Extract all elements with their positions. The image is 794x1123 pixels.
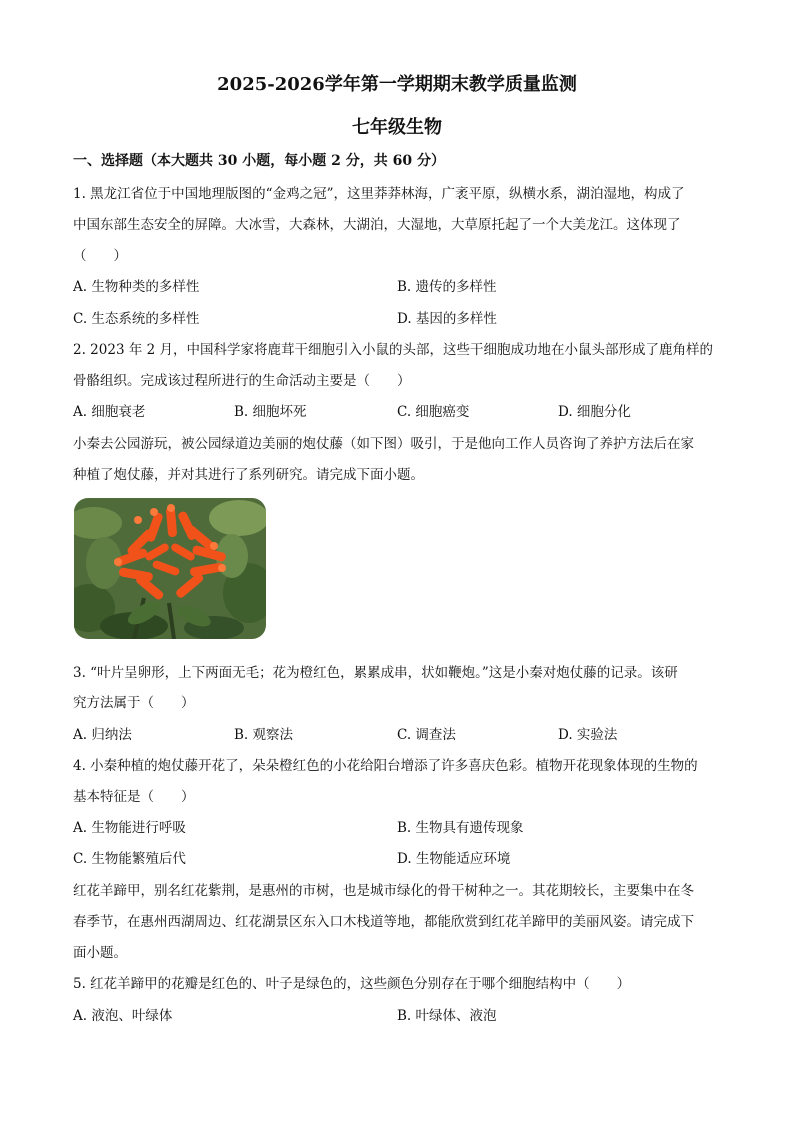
q1-option-b: B. 遗传的多样性 bbox=[397, 279, 497, 295]
q4-option-b: B. 生物具有遗传现象 bbox=[397, 820, 524, 836]
section-heading: 一、选择题（本大题共 30 小题，每小题 2 分，共 60 分） bbox=[73, 153, 445, 169]
q3-option-a: A. 归纳法 bbox=[73, 727, 132, 743]
q3-option-c: C. 调查法 bbox=[397, 727, 456, 743]
q4-option-a: A. 生物能进行呼吸 bbox=[73, 820, 186, 836]
q1-line2: 中国东部生态安全的屏障。大冰雪，大森林，大湖泊，大湿地，大草原托起了一个大美龙江。这体现了 bbox=[73, 217, 681, 233]
passage1-line1: 小秦去公园游玩，被公园绿道边美丽的炮仗藤（如下图）吸引，于是他向工作人员咨询了养护方法后在家 bbox=[73, 436, 694, 452]
q4-line1: 4. 小秦种植的炮仗藤开花了，朵朵橙红色的小花给阳台增添了许多喜庆色彩。植物开花现象体现的生物的 bbox=[73, 758, 698, 774]
exam-subtitle: 七年级生物 bbox=[352, 117, 442, 138]
q4-line2: 基本特征是（ ） bbox=[73, 789, 195, 805]
q2-line2: 骨骼组织。完成该过程所进行的生命活动主要是（ ） bbox=[73, 373, 411, 389]
q1-option-a: A. 生物种类的多样性 bbox=[73, 279, 200, 295]
q1-line1: 1. 黑龙江省位于中国地理版图的“金鸡之冠”，这里莽莽林海，广袤平原，纵横水系，湖泊湿地，构成了 bbox=[73, 186, 685, 202]
q4-option-c: C. 生物能繁殖后代 bbox=[73, 851, 186, 867]
q2-option-b: B. 细胞坏死 bbox=[234, 404, 307, 420]
passage2-line1: 红花羊蹄甲，别名红花紫荆，是惠州的市树，也是城市绿化的骨干树种之一。其花期较长，主要集中在冬 bbox=[73, 883, 694, 899]
flame-vine-photo bbox=[74, 498, 266, 639]
q3-option-b: B. 观察法 bbox=[234, 727, 294, 743]
q1-option-c: C. 生态系统的多样性 bbox=[73, 311, 200, 327]
q1-line3: （ ） bbox=[73, 248, 127, 264]
q3-option-d: D. 实验法 bbox=[558, 727, 618, 743]
q5-option-b: B. 叶绿体、液泡 bbox=[397, 1008, 497, 1024]
passage1-line2: 种植了炮仗藤，并对其进行了系列研究。请完成下面小题。 bbox=[73, 467, 424, 483]
exam-title: 2025-2026学年第一学期期末教学质量监测 bbox=[217, 74, 577, 95]
q2-option-d: D. 细胞分化 bbox=[558, 404, 631, 420]
q2-line1: 2. 2023 年 2 月，中国科学家将鹿茸干细胞引入小鼠的头部，这些干细胞成功地在小鼠头部形成了鹿角样的 bbox=[73, 342, 713, 358]
q3-line2: 究方法属于（ ） bbox=[73, 695, 195, 711]
q3-line1: 3. “叶片呈卵形，上下两面无毛；花为橙红色，累累成串，状如鞭炮。”这是小秦对炮仗藤的记录。该研 bbox=[73, 665, 678, 681]
passage2-line3: 面小题。 bbox=[73, 945, 127, 961]
q1-option-d: D. 基因的多样性 bbox=[397, 311, 497, 327]
passage2-line2: 春季节，在惠州西湖周边、红花湖景区东入口木栈道等地，都能欣赏到红花羊蹄甲的美丽风姿。请完成下 bbox=[73, 914, 694, 930]
q5-line1: 5. 红花羊蹄甲的花瓣是红色的、叶子是绿色的，这些颜色分别存在于哪个细胞结构中（ ） bbox=[73, 976, 631, 992]
q2-option-a: A. 细胞衰老 bbox=[73, 404, 146, 420]
q2-option-c: C. 细胞癌变 bbox=[397, 404, 470, 420]
q4-option-d: D. 生物能适应环境 bbox=[397, 851, 511, 867]
q5-option-a: A. 液泡、叶绿体 bbox=[73, 1008, 173, 1024]
